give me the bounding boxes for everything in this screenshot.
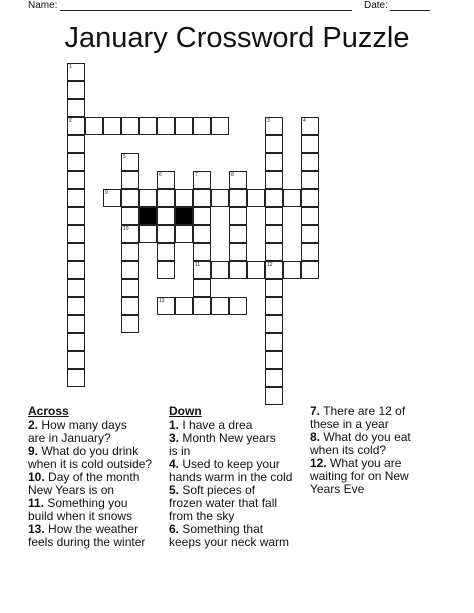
grid-cell[interactable] — [193, 117, 211, 135]
grid-cell[interactable] — [283, 261, 301, 279]
grid-cell[interactable] — [121, 189, 139, 207]
clue-number: 8 — [231, 172, 234, 178]
grid-cell[interactable] — [229, 243, 247, 261]
grid-cell[interactable] — [67, 189, 85, 207]
clue-number: 3 — [267, 118, 270, 124]
grid-cell[interactable] — [265, 153, 283, 171]
grid-cell[interactable] — [157, 171, 175, 189]
grid-cell[interactable] — [193, 207, 211, 225]
grid-cell[interactable] — [157, 207, 175, 225]
grid-cell[interactable] — [265, 225, 283, 243]
grid-cell[interactable] — [229, 171, 247, 189]
grid-cell[interactable] — [67, 351, 85, 369]
blocked-cell — [139, 207, 157, 225]
grid-cell[interactable] — [121, 279, 139, 297]
grid-cell[interactable] — [301, 153, 319, 171]
clue-across-10: 10. Day of the month New Years is on — [28, 470, 140, 497]
grid-cell[interactable] — [157, 225, 175, 243]
grid-cell[interactable] — [265, 171, 283, 189]
grid-cell[interactable] — [103, 189, 121, 207]
grid-cell[interactable] — [67, 261, 85, 279]
clue-across-13: 13. How the weather feels during the winter — [28, 522, 146, 549]
grid-cell[interactable] — [121, 243, 139, 261]
grid-cell[interactable] — [121, 207, 139, 225]
clue-number: 9 — [105, 190, 108, 196]
grid-cell[interactable] — [229, 207, 247, 225]
down-clues-continued — [310, 405, 460, 496]
grid-cell[interactable] — [265, 243, 283, 261]
across-heading: Across — [28, 404, 69, 418]
grid-cell[interactable] — [301, 261, 319, 279]
grid-cell[interactable] — [193, 261, 211, 279]
grid-cell[interactable] — [157, 243, 175, 261]
grid-cell[interactable] — [67, 63, 85, 81]
clue-across-2: 2. How many days are in January? — [28, 418, 127, 445]
clue-number: 6 — [159, 172, 162, 178]
clue-down-8: 8. What do you eat when its cold? — [310, 430, 411, 457]
grid-cell[interactable] — [265, 261, 283, 279]
grid-cell[interactable] — [265, 279, 283, 297]
clue-number: 13 — [159, 298, 165, 304]
grid-cell[interactable] — [301, 135, 319, 153]
grid-cell[interactable] — [265, 207, 283, 225]
clue-down-3: 3. Month New years is in — [169, 431, 276, 458]
grid-cell[interactable] — [67, 117, 85, 135]
grid-cell[interactable] — [121, 171, 139, 189]
grid-cell[interactable] — [301, 207, 319, 225]
grid-cell[interactable] — [67, 207, 85, 225]
grid-cell[interactable] — [229, 297, 247, 315]
clue-number: 12 — [267, 262, 273, 268]
grid-cell[interactable] — [211, 297, 229, 315]
grid-cell[interactable] — [265, 135, 283, 153]
grid-cell[interactable] — [121, 117, 139, 135]
grid-cell[interactable] — [193, 297, 211, 315]
grid-cell[interactable] — [175, 225, 193, 243]
grid-cell[interactable] — [157, 261, 175, 279]
grid-cell[interactable] — [229, 189, 247, 207]
clue-down-1: 1. I have a drea — [169, 418, 253, 432]
clue-number: 4 — [303, 118, 306, 124]
grid-cell[interactable] — [121, 153, 139, 171]
grid-cell[interactable] — [211, 189, 229, 207]
grid-cell[interactable] — [301, 243, 319, 261]
grid-cell[interactable] — [157, 189, 175, 207]
clue-number: 5 — [123, 154, 126, 160]
grid-cell[interactable] — [157, 117, 175, 135]
grid-cell[interactable] — [157, 297, 175, 315]
grid-cell[interactable] — [301, 117, 319, 135]
grid-cell[interactable] — [67, 297, 85, 315]
clue-down-7: 7. There are 12 of these in a year — [310, 404, 406, 431]
clue-down-5: 5. Soft pieces of frozen water that fall from the sky — [169, 483, 278, 523]
grid-cell[interactable] — [247, 189, 265, 207]
grid-cell[interactable] — [265, 333, 283, 351]
grid-cell[interactable] — [265, 297, 283, 315]
clue-down-4: 4. Used to keep your hands warm in the cold — [169, 457, 293, 484]
grid-cell[interactable] — [265, 351, 283, 369]
grid-cell[interactable] — [193, 189, 211, 207]
grid-cell[interactable] — [247, 261, 265, 279]
grid-cell[interactable] — [265, 189, 283, 207]
grid-cell[interactable] — [265, 369, 283, 387]
across-clues — [28, 405, 166, 549]
grid-cell[interactable] — [193, 171, 211, 189]
grid-cell[interactable] — [67, 225, 85, 243]
grid-cell[interactable] — [85, 117, 103, 135]
grid-cell[interactable] — [229, 225, 247, 243]
grid-cell[interactable] — [103, 117, 121, 135]
grid-cell[interactable] — [193, 243, 211, 261]
grid-cell[interactable] — [121, 297, 139, 315]
clue-across-11: 11. Something you build when it snows — [28, 496, 133, 523]
grid-cell[interactable] — [265, 387, 283, 405]
grid-cell[interactable] — [175, 117, 193, 135]
grid-cell[interactable] — [211, 117, 229, 135]
grid-cell[interactable] — [301, 189, 319, 207]
name-label: Name: — [28, 0, 58, 11]
grid-cell[interactable] — [193, 279, 211, 297]
grid-cell[interactable] — [67, 243, 85, 261]
clue-number: 10 — [123, 226, 129, 232]
grid-cell[interactable] — [67, 171, 85, 189]
grid-cell[interactable] — [175, 189, 193, 207]
grid-cell[interactable] — [67, 279, 85, 297]
clue-number: 11 — [195, 262, 201, 268]
down-heading: Down — [169, 404, 202, 418]
grid-cell[interactable] — [229, 261, 247, 279]
page-title: January Crossword Puzzle — [64, 22, 410, 54]
grid-cell[interactable] — [67, 99, 85, 117]
grid-cell[interactable] — [139, 189, 157, 207]
grid-cell[interactable] — [139, 225, 157, 243]
clue-number: 7 — [195, 172, 198, 178]
grid-cell[interactable] — [121, 225, 139, 243]
date-label: Date: — [364, 0, 388, 11]
grid-cell[interactable] — [301, 171, 319, 189]
grid-cell[interactable] — [67, 81, 85, 99]
grid-cell[interactable] — [121, 315, 139, 333]
grid-cell[interactable] — [67, 153, 85, 171]
clue-down-6: 6. Something that keeps your neck warm — [169, 522, 290, 549]
clue-number: 2 — [69, 118, 72, 124]
grid-cell[interactable] — [265, 315, 283, 333]
clue-down-12: 12. What you are waiting for on New Years Eve — [310, 456, 409, 496]
blocked-cell — [175, 207, 193, 225]
grid-cell[interactable] — [67, 315, 85, 333]
grid-cell[interactable] — [175, 297, 193, 315]
down-clues — [169, 405, 307, 549]
grid-cell[interactable] — [67, 333, 85, 351]
grid-cell[interactable] — [301, 225, 319, 243]
grid-cell[interactable] — [211, 261, 229, 279]
grid-cell[interactable] — [265, 117, 283, 135]
grid-cell[interactable] — [67, 135, 85, 153]
grid-cell[interactable] — [139, 117, 157, 135]
grid-cell[interactable] — [121, 261, 139, 279]
grid-cell[interactable] — [193, 225, 211, 243]
grid-cell[interactable] — [283, 189, 301, 207]
clue-number: 1 — [69, 64, 72, 70]
grid-cell[interactable] — [67, 369, 85, 387]
clue-across-9: 9. What do you drink when it is cold outside? — [28, 444, 153, 471]
